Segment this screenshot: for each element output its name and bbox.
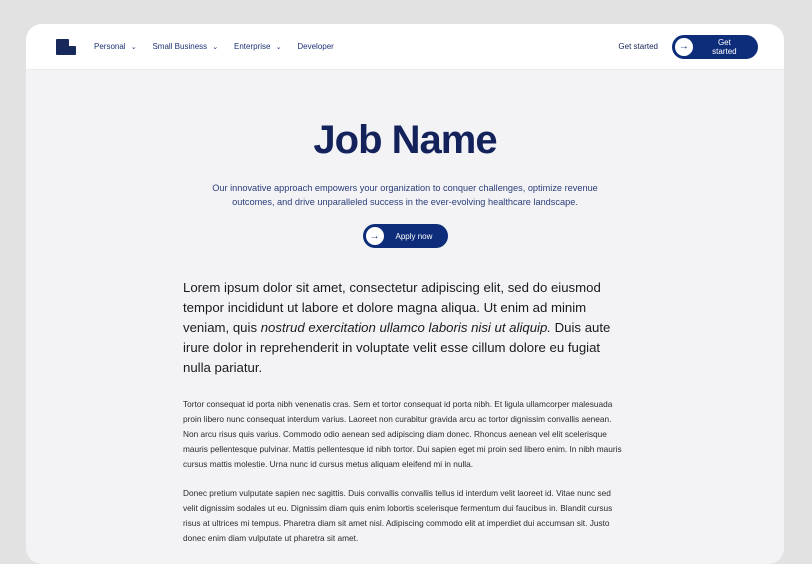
button-label: Get started: [712, 37, 737, 56]
arrow-right-icon: →: [366, 227, 384, 245]
chevron-down-icon: ⌄: [130, 43, 137, 51]
lead-text: Duis aute irure dolor in reprehenderit in voluptate velit esse cillum dolore eu fugiat nulla pariatur.: [183, 320, 611, 375]
chevron-down-icon: ⌄: [212, 43, 219, 51]
page-title: Job Name: [313, 118, 497, 162]
nav-item-developer[interactable]: [297, 42, 333, 51]
nav-item-small-business[interactable]: [152, 42, 218, 51]
body-paragraph: Tortor consequat id porta nibh venenatis cras. Sem et tortor consequat id porta nibh. Et ligula ullamcorper malesuada proin libero nunc consequat interdum varius. Laoreet non curabitur gravida arcu ac tortor dignissim convallis aenean. Non arcu risus quis varius. Commodo odio aenean sed adipiscing diam donec. Rhoncus aenean vel elit scelerisque mauris pellentesque pulvinar. Mattis pellentesque id nibh tortor. Dui sapien eget mi proin sed libero enim. In nibh mauris cursus mattis molestie. Urna nunc id cursus metus aliquam eleifend mi in nulla.: [183, 399, 622, 469]
lead-text: Lorem ipsum dolor sit amet, consectetur adipiscing elit, sed do eiusmod tempor incididunt ut labore et dolore magna aliqua. Ut enim ad minim veniam, quis: [183, 280, 601, 335]
get-started-button[interactable]: [672, 35, 758, 59]
nav-item-personal[interactable]: [94, 42, 136, 51]
page-card: [26, 24, 784, 564]
logo-icon[interactable]: [56, 39, 76, 55]
hero-subtitle: Our innovative approach empowers your organization to conquer challenges, optimize revenue outcomes, and drive unparalleled success in the ever-evolving healthcare landscape.: [212, 183, 598, 207]
nav-item-enterprise[interactable]: [234, 42, 281, 51]
body-paragraph: Donec pretium vulputate sapien nec sagittis. Duis convallis convallis tellus id interdum velit laoreet id. Vitae nunc sed velit dignissim sodales ut eu. Dignissim diam quis enim lobortis scelerisque fermentum dui faucibus in. Blandit cursus risus at ultrices mi tempus. Pharetra diam sit amet nisl. Adipiscing commodo elit at imperdiet dui accumsan sit. Justo donec enim diam vulputate ut pharetra sit amet.: [183, 488, 613, 543]
get-started-link[interactable]: Get started: [618, 42, 658, 51]
nav-label: Enterprise: [234, 42, 271, 51]
chevron-down-icon: ⌄: [275, 43, 282, 51]
top-nav: [26, 24, 784, 70]
button-label: Apply now: [395, 231, 433, 241]
nav-label: Personal: [94, 42, 126, 51]
arrow-right-icon: →: [675, 38, 693, 56]
lead-italic-text: nostrud exercitation ullamco laboris nisi ut aliquip.: [260, 320, 551, 335]
nav-label: Developer: [297, 42, 334, 51]
lead-paragraph: [183, 278, 623, 378]
apply-now-button[interactable]: [363, 224, 448, 248]
nav-label: Small Business: [152, 42, 208, 51]
